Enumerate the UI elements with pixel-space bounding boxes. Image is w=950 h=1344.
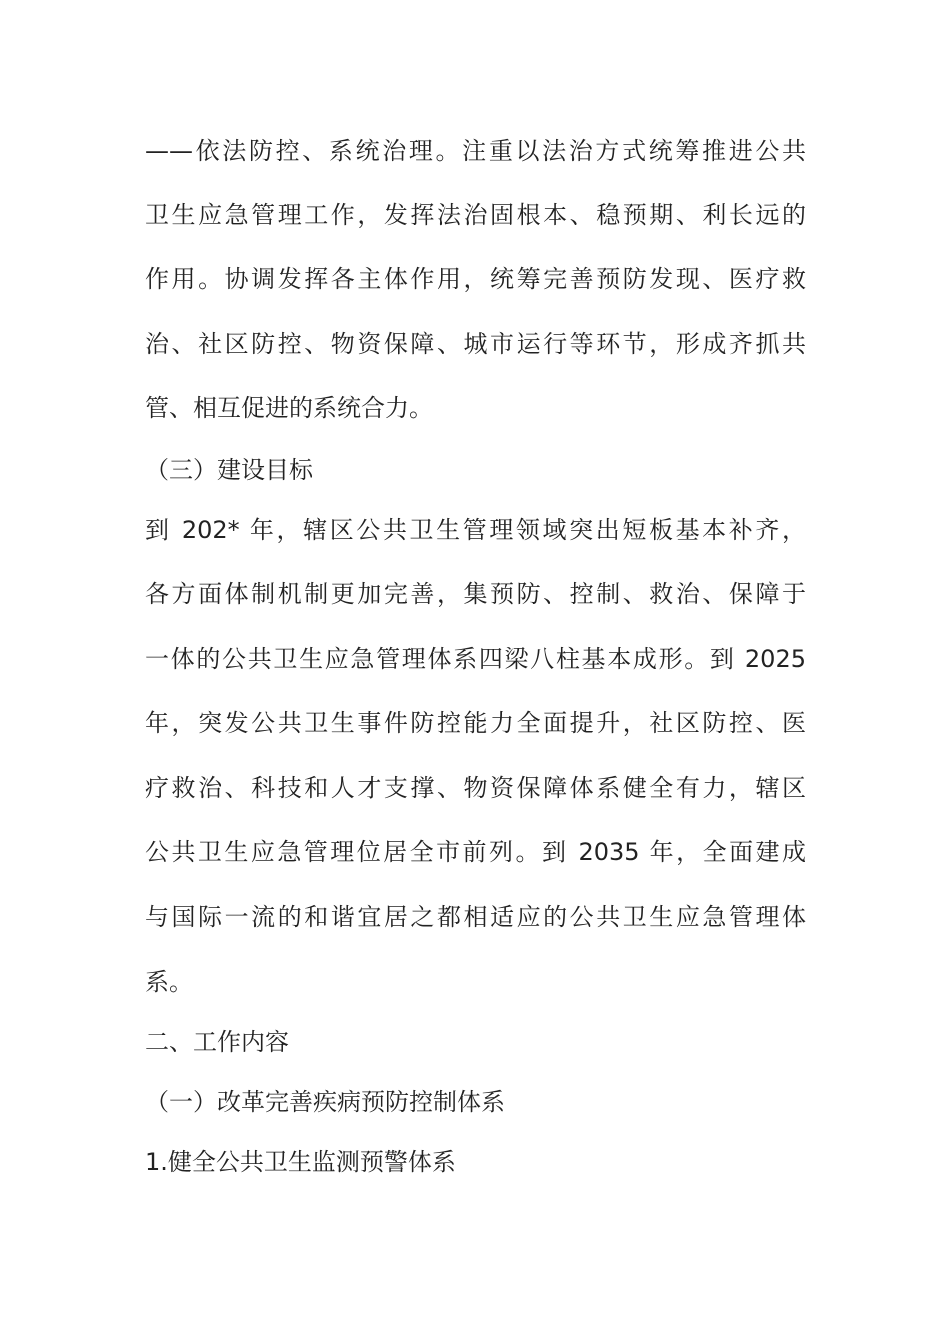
paragraph-line: ——依法防控、系统治理。注重以法治方式统筹推进公共 [145,137,806,165]
section-heading: （一）改革完善疾病预防控制体系 [145,1088,505,1116]
paragraph-line: 年，突发公共卫生事件防控能力全面提升，社区防控、医 [145,709,806,737]
paragraph-line: 疗救治、科技和人才支撑、物资保障体系健全有力，辖区 [145,774,806,802]
paragraph-line: 各方面体制机制更加完善，集预防、控制、救治、保障于 [145,580,806,608]
paragraph-line: 管、相互促进的系统合力。 [145,394,433,422]
paragraph-line: 公共卫生应急管理位居全市前列。到 2035 年，全面建成 [145,838,806,866]
paragraph-line: 与国际一流的和谐宜居之都相适应的公共卫生应急管理体 [145,903,806,931]
paragraph-line: 一体的公共卫生应急管理体系四梁八柱基本成形。到 2025 [145,645,806,673]
paragraph-line: 治、社区防控、物资保障、城市运行等环节，形成齐抓共 [145,330,806,358]
paragraph-line: 系。 [145,968,193,996]
subsection-heading: 1.健全公共卫生监测预警体系 [145,1148,456,1176]
chapter-heading: 二、工作内容 [145,1028,289,1056]
section-heading: （三）建设目标 [145,456,313,484]
paragraph-line: 卫生应急管理工作，发挥法治固根本、稳预期、利长远的 [145,201,806,229]
paragraph-line: 作用。协调发挥各主体作用，统筹完善预防发现、医疗救 [145,265,806,293]
paragraph-line: 到 202* 年，辖区公共卫生管理领域突出短板基本补齐， [145,516,806,544]
